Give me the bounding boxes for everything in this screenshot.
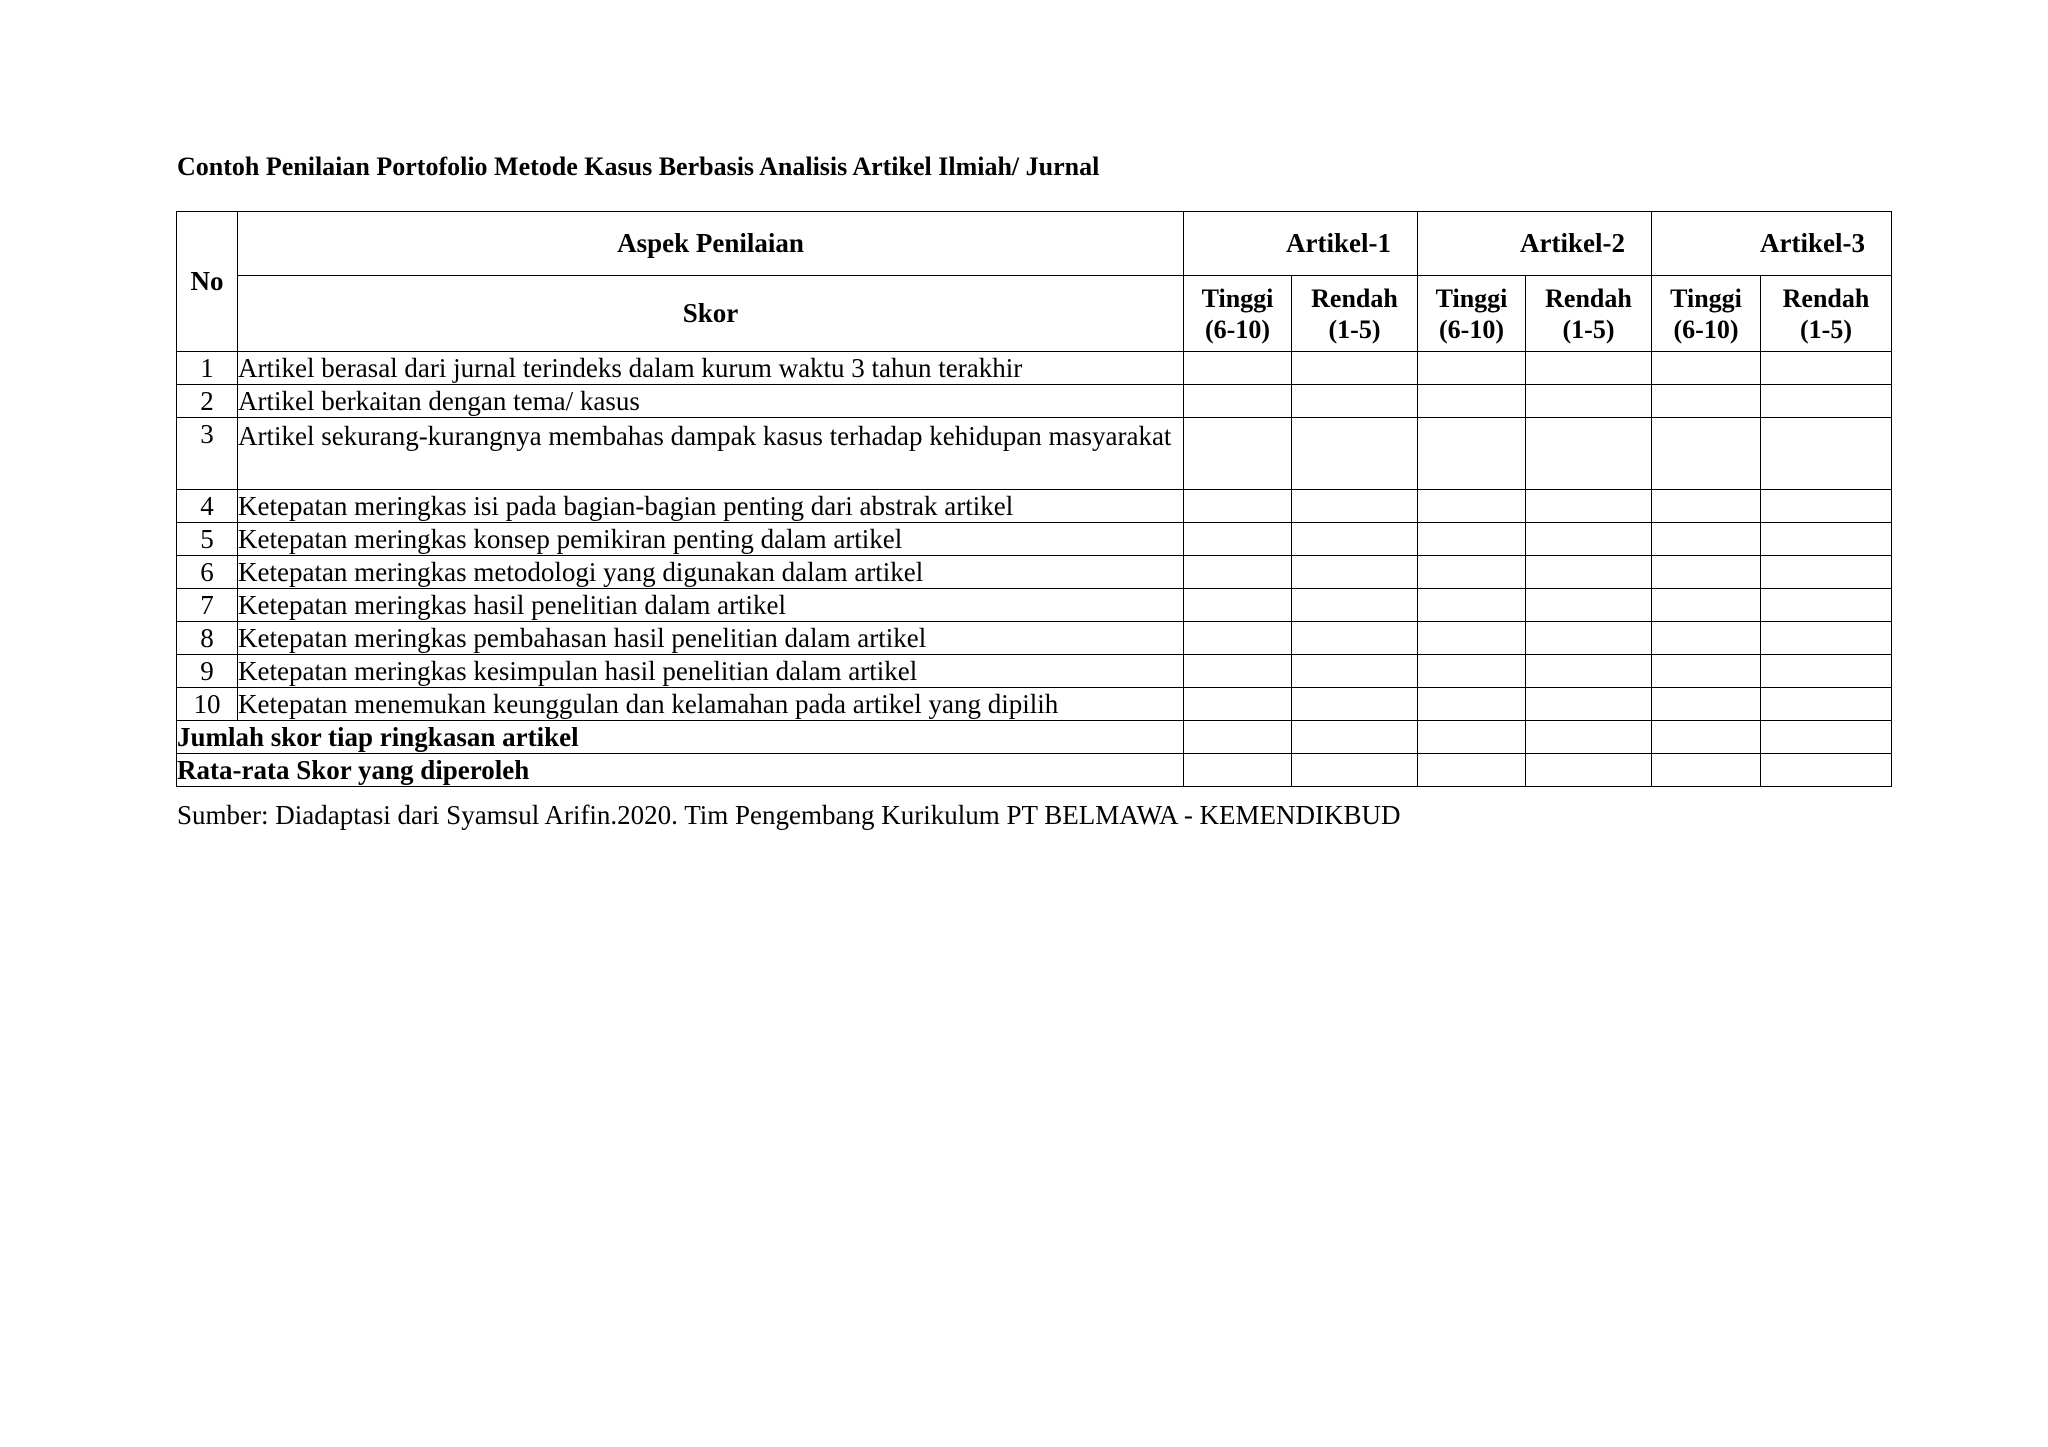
score-cell[interactable] [1184, 721, 1292, 754]
score-cell[interactable] [1418, 523, 1526, 556]
row-aspect: Artikel berasal dari jurnal terindeks dalam kurum waktu 3 tahun terakhir [238, 352, 1184, 385]
score-cell[interactable] [1761, 754, 1892, 787]
low-range: (1-5) [1562, 314, 1615, 344]
row-aspect: Artikel sekurang-kurangnya membahas dampak kasus terhadap kehidupan masyarakat [238, 418, 1184, 490]
score-cell[interactable] [1292, 523, 1418, 556]
table-row [177, 622, 1892, 655]
score-cell[interactable] [1761, 688, 1892, 721]
header-article-3: Artikel-3 [1652, 212, 1892, 276]
score-cell[interactable] [1652, 589, 1761, 622]
row-aspect: Ketepatan menemukan keunggulan dan kelamahan pada artikel yang dipilih [238, 688, 1184, 721]
total-score-label: Jumlah skor tiap ringkasan artikel [177, 721, 1184, 754]
score-cell[interactable] [1418, 352, 1526, 385]
header-article-1: Artikel-1 [1184, 212, 1418, 276]
header-low-article-3 [1761, 276, 1892, 352]
table-row [177, 418, 1892, 490]
header-row-1 [177, 212, 1892, 276]
score-cell[interactable] [1292, 490, 1418, 523]
score-cell[interactable] [1526, 490, 1652, 523]
score-cell[interactable] [1652, 418, 1761, 490]
score-cell[interactable] [1526, 688, 1652, 721]
score-cell[interactable] [1761, 589, 1892, 622]
high-range: (6-10) [1205, 314, 1270, 344]
low-range: (1-5) [1800, 314, 1852, 344]
score-cell[interactable] [1418, 721, 1526, 754]
row-number: 9 [177, 655, 238, 688]
row-number: 1 [177, 352, 238, 385]
score-cell[interactable] [1652, 622, 1761, 655]
header-high-article-2 [1418, 276, 1526, 352]
row-aspect: Ketepatan meringkas pembahasan hasil penelitian dalam artikel [238, 622, 1184, 655]
row-number: 3 [177, 418, 238, 490]
header-low-article-2 [1526, 276, 1652, 352]
low-range: (1-5) [1328, 314, 1381, 344]
row-number: 6 [177, 556, 238, 589]
score-cell[interactable] [1526, 655, 1652, 688]
score-cell[interactable] [1292, 622, 1418, 655]
score-cell[interactable] [1418, 655, 1526, 688]
table-row [177, 385, 1892, 418]
score-cell[interactable] [1761, 418, 1892, 490]
total-score-row [177, 721, 1892, 754]
score-cell[interactable] [1761, 523, 1892, 556]
score-cell[interactable] [1526, 556, 1652, 589]
score-cell[interactable] [1418, 385, 1526, 418]
score-cell[interactable] [1184, 523, 1292, 556]
score-cell[interactable] [1184, 385, 1292, 418]
score-cell[interactable] [1652, 556, 1761, 589]
row-aspect: Ketepatan meringkas kesimpulan hasil penelitian dalam artikel [238, 655, 1184, 688]
low-label: Rendah [1545, 283, 1632, 313]
score-cell[interactable] [1292, 655, 1418, 688]
score-cell[interactable] [1652, 385, 1761, 418]
score-cell[interactable] [1184, 556, 1292, 589]
row-number: 7 [177, 589, 238, 622]
row-number: 2 [177, 385, 238, 418]
score-cell[interactable] [1761, 655, 1892, 688]
row-aspect: Ketepatan meringkas konsep pemikiran penting dalam artikel [238, 523, 1184, 556]
score-cell[interactable] [1418, 556, 1526, 589]
score-cell[interactable] [1184, 655, 1292, 688]
score-cell[interactable] [1418, 490, 1526, 523]
score-cell[interactable] [1761, 622, 1892, 655]
header-article-2: Artikel-2 [1418, 212, 1652, 276]
high-label: Tinggi [1435, 283, 1508, 313]
score-cell[interactable] [1184, 688, 1292, 721]
table-row [177, 655, 1892, 688]
score-cell[interactable] [1292, 352, 1418, 385]
table-row [177, 556, 1892, 589]
row-number: 8 [177, 622, 238, 655]
average-score-label: Rata-rata Skor yang diperoleh [177, 754, 1184, 787]
document-title: Contoh Penilaian Portofolio Metode Kasus Berbasis Analisis Artikel Ilmiah/ Jurnal [177, 152, 1100, 181]
score-cell[interactable] [1292, 556, 1418, 589]
score-cell[interactable] [1292, 589, 1418, 622]
row-aspect: Ketepatan meringkas hasil penelitian dalam artikel [238, 589, 1184, 622]
score-cell[interactable] [1652, 655, 1761, 688]
score-cell[interactable] [1761, 556, 1892, 589]
header-low-article-1 [1292, 276, 1418, 352]
score-cell[interactable] [1292, 418, 1418, 490]
score-cell[interactable] [1526, 721, 1652, 754]
score-cell[interactable] [1761, 490, 1892, 523]
row-number: 10 [177, 688, 238, 721]
score-cell[interactable] [1652, 490, 1761, 523]
score-cell[interactable] [1652, 754, 1761, 787]
source-note: Sumber: Diadaptasi dari Syamsul Arifin.2020. Tim Pengembang Kurikulum PT BELMAWA - KEMENDIKBUD [177, 800, 1401, 830]
assessment-table [176, 211, 1892, 787]
score-cell[interactable] [1652, 352, 1761, 385]
high-label: Tinggi [1201, 283, 1274, 313]
table-row [177, 688, 1892, 721]
score-cell[interactable] [1292, 385, 1418, 418]
row-aspect: Ketepatan meringkas isi pada bagian-bagian penting dari abstrak artikel [238, 490, 1184, 523]
score-cell[interactable] [1418, 688, 1526, 721]
header-score: Skor [238, 276, 1184, 352]
score-cell[interactable] [1761, 352, 1892, 385]
table-row [177, 523, 1892, 556]
score-cell[interactable] [1526, 385, 1652, 418]
score-cell[interactable] [1652, 721, 1761, 754]
score-cell[interactable] [1526, 418, 1652, 490]
score-cell[interactable] [1184, 622, 1292, 655]
score-cell[interactable] [1184, 589, 1292, 622]
score-cell[interactable] [1184, 352, 1292, 385]
high-range: (6-10) [1439, 314, 1504, 344]
score-cell[interactable] [1292, 688, 1418, 721]
high-range: (6-10) [1673, 314, 1739, 344]
score-cell[interactable] [1418, 622, 1526, 655]
header-aspect: Aspek Penilaian [238, 212, 1184, 276]
score-cell[interactable] [1184, 490, 1292, 523]
header-high-article-3 [1652, 276, 1761, 352]
low-label: Rendah [1311, 283, 1398, 313]
score-cell[interactable] [1418, 418, 1526, 490]
score-cell[interactable] [1761, 721, 1892, 754]
score-cell[interactable] [1184, 418, 1292, 490]
score-cell[interactable] [1418, 589, 1526, 622]
score-cell[interactable] [1184, 754, 1292, 787]
score-cell[interactable] [1652, 688, 1761, 721]
score-cell[interactable] [1292, 721, 1418, 754]
table-row [177, 352, 1892, 385]
score-cell[interactable] [1652, 523, 1761, 556]
score-cell[interactable] [1292, 754, 1418, 787]
score-cell[interactable] [1526, 352, 1652, 385]
header-high-article-1 [1184, 276, 1292, 352]
high-label: Tinggi [1670, 283, 1742, 313]
low-label: Rendah [1782, 283, 1870, 313]
score-cell[interactable] [1526, 754, 1652, 787]
header-no: No [177, 212, 238, 352]
score-cell[interactable] [1418, 754, 1526, 787]
row-aspect: Artikel berkaitan dengan tema/ kasus [238, 385, 1184, 418]
row-number: 4 [177, 490, 238, 523]
table-row [177, 589, 1892, 622]
score-cell[interactable] [1526, 589, 1652, 622]
score-cell[interactable] [1761, 385, 1892, 418]
average-score-row [177, 754, 1892, 787]
row-aspect: Ketepatan meringkas metodologi yang digunakan dalam artikel [238, 556, 1184, 589]
table-row [177, 490, 1892, 523]
score-cell[interactable] [1526, 523, 1652, 556]
header-row-2 [177, 276, 1892, 352]
score-cell[interactable] [1526, 622, 1652, 655]
row-number: 5 [177, 523, 238, 556]
